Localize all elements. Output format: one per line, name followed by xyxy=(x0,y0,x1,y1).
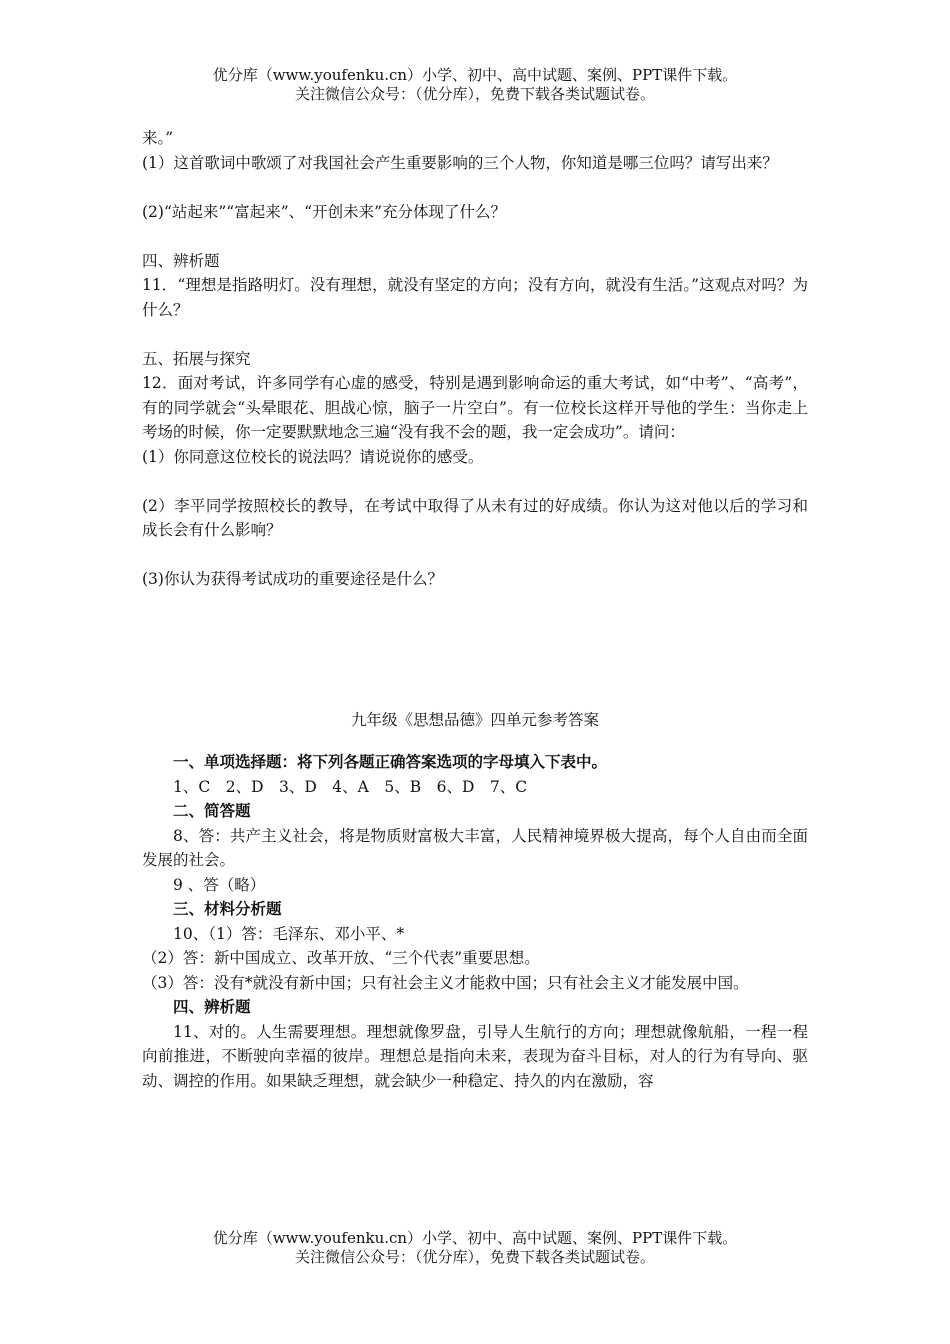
question-12-part-1: (1）你同意这位校长的说法吗？请说说你的感受。 xyxy=(142,447,484,466)
footer-line-2: 关注微信公众号：（优分库），免费下载各类试题试卷。 xyxy=(294,1248,655,1266)
question-10-part-2: (2)“站起来”“富起来”、“开创未来”充分体现了什么？ xyxy=(142,202,507,221)
question-10-part-1: (1）这首歌词中歌颂了对我国社会产生重要影响的三个人物，你知道是哪三位吗？请写出来？ xyxy=(142,153,778,172)
answers-section-4-title: 四、辨析题 xyxy=(173,997,251,1016)
answer-9: 9 、答（略） xyxy=(173,875,266,894)
answers-section-2-title: 二、简答题 xyxy=(173,801,251,820)
question-12: 12．面对考试，许多同学有心虚的感受，特别是遇到影响命运的重大考试，如“中考”、“高考”，有的同学就会“头晕眼花、胆战心惊，脑子一片空白”。有一位校长这样开导他的学生：当你走上考场的时候，你一定要默默地念三遍“没有我不会的题，我一定会成功”。请问： xyxy=(142,374,808,441)
page-footer xyxy=(0,1229,950,1267)
question-12-part-2: (2）李平同学按照校长的教导，在考试中取得了从未有过的好成绩。你认为这对他以后的学习和成长会有什么影响？ xyxy=(142,496,808,539)
answer-10-part-1: 10、（1）答：毛泽东、邓小平、* xyxy=(173,924,405,943)
question-12-part-3: (3)你认为获得考试成功的重要途径是什么？ xyxy=(142,570,443,588)
answer-10-part-3: （3）答：没有*就没有新中国；只有社会主义才能救中国；只有社会主义才能发展中国。 xyxy=(142,973,749,992)
header-line-1: 优分库（www.youfenku.cn）小学、初中、高中试题、案例、PPT课件下载。 xyxy=(212,66,738,84)
answers-section-3-title: 三、材料分析题 xyxy=(173,899,282,918)
section-4-title: 四、辨析题 xyxy=(142,251,220,270)
page-header xyxy=(0,66,950,104)
answer-8: 8、答：共产主义社会，将是物质财富极大丰富，人民精神境界极大提高，每个人自由而全面发展的社会。 xyxy=(142,826,808,869)
question-11: 11．“理想是指路明灯。没有理想，就没有坚定的方向；没有方向，就没有生活。”这观点对吗？为什么？ xyxy=(142,276,808,319)
footer-line-1: 优分库（www.youfenku.cn）小学、初中、高中试题、案例、PPT课件下载。 xyxy=(212,1229,738,1247)
question-10-tail: 来。” xyxy=(142,129,174,147)
header-line-2: 关注微信公众号：（优分库），免费下载各类试题试卷。 xyxy=(294,85,655,103)
answer-11: 11、对的。人生需要理想。理想就像罗盘，引导人生航行的方向；理想就像航船，一程一程向前推进，不断驶向幸福的彼岸。理想总是指向未来，表现为奋斗目标，对人的行为有导向、驱动、调控的作用。如果缺乏理想，就会缺少一种稳定、持久的内在激励，容 xyxy=(142,1022,808,1090)
answer-10-part-2: （2）答：新中国成立、改革开放、“三个代表”重要思想。 xyxy=(142,949,540,967)
document-body xyxy=(142,126,808,1093)
answers-section-1-choices: 1、C 2、D 3、D 4、A 5、B 6、D 7、C xyxy=(173,777,528,796)
answers-title: 九年级《思想品德》四单元参考答案 xyxy=(350,710,599,729)
section-5-title: 五、拓展与探究 xyxy=(142,349,251,368)
answers-section-1-title: 一、单项选择题：将下列各题正确答案选项的字母填入下表中。 xyxy=(173,752,608,771)
answer-key xyxy=(142,750,808,1093)
